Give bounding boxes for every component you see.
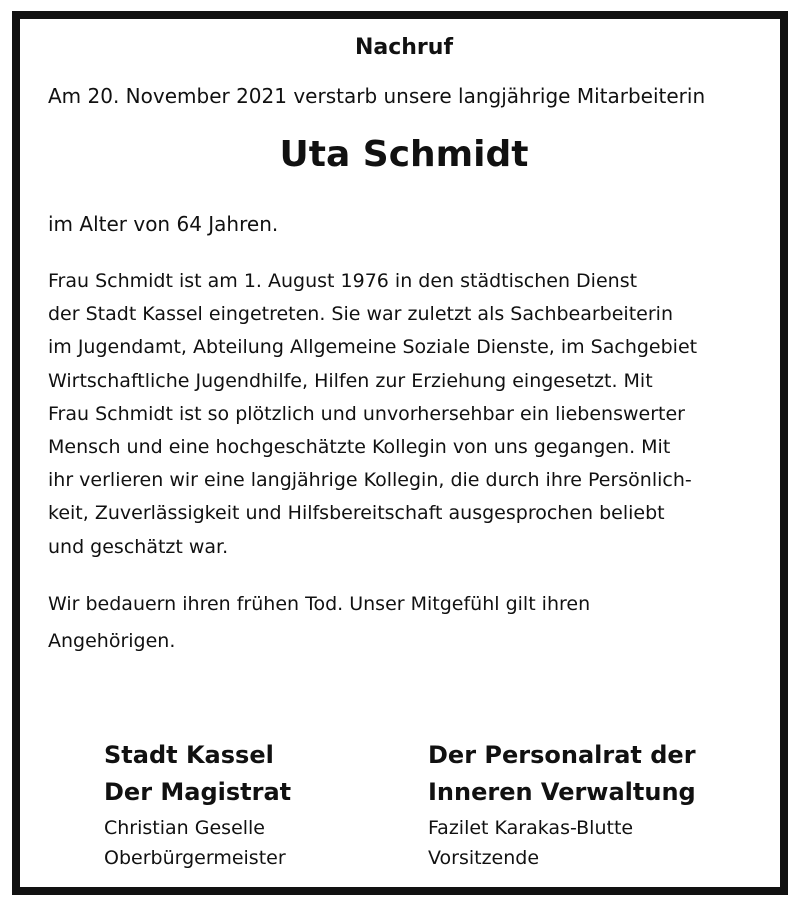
signature-org-line: Der Magistrat [104, 778, 292, 806]
tribute-line: der Stadt Kassel eingetreten. Sie war zuletzt als Sachbearbeiterin [48, 303, 673, 326]
tribute-line: im Jugendamt, Abteilung Allgemeine Soziale Dienste, im Sachgebiet [48, 336, 698, 359]
deceased-name: Uta Schmidt [279, 134, 529, 175]
tribute-line: und geschätzt war. [48, 535, 229, 558]
signatory-name: Christian Geselle [104, 817, 265, 839]
signature-org-line: Inneren Verwaltung [428, 778, 696, 806]
condolence-line: Angehörigen. [48, 629, 176, 652]
deceased-age: im Alter von 64 Jahren. [48, 212, 279, 236]
condolence-line: Wir bedauern ihren frühen Tod. Unser Mitgefühl gilt ihren [48, 592, 591, 615]
tribute-paragraph [48, 265, 760, 564]
signature-org [428, 737, 696, 811]
signatory-title: Vorsitzende [428, 847, 540, 869]
signature-city [104, 737, 291, 873]
notice-heading: Nachruf [354, 35, 454, 60]
tribute-line: Mensch und eine hochgeschätzte Kollegin von uns gegangen. Mit [48, 436, 671, 459]
condolence-paragraph [48, 586, 760, 660]
obituary-frame [12, 11, 788, 895]
signature-staff-council [428, 737, 696, 873]
signature-org-line: Der Personalrat der [428, 741, 696, 769]
signature-org [104, 737, 291, 811]
obituary-content [48, 33, 760, 660]
signatory-title: Oberbürgermeister [104, 847, 286, 869]
notice-intro: Am 20. November 2021 verstarb unsere langjährige Mitarbeiterin [48, 84, 706, 108]
signatory-name: Fazilet Karakas-Blutte [428, 817, 634, 839]
tribute-line: Wirtschaftliche Jugendhilfe, Hilfen zur Erziehung eingesetzt. Mit [48, 369, 653, 392]
signature-org-line: Stadt Kassel [104, 741, 274, 769]
tribute-line: Frau Schmidt ist so plötzlich und unvorhersehbar ein liebenswerter [48, 402, 685, 425]
tribute-line: Frau Schmidt ist am 1. August 1976 in den städtischen Dienst [48, 270, 638, 292]
tribute-line: keit, Zuverlässigkeit und Hilfsbereitschaft ausgesprochen beliebt [48, 502, 665, 525]
tribute-line: ihr verlieren wir eine langjährige Kollegin, die durch ihre Persönlich- [48, 469, 692, 492]
